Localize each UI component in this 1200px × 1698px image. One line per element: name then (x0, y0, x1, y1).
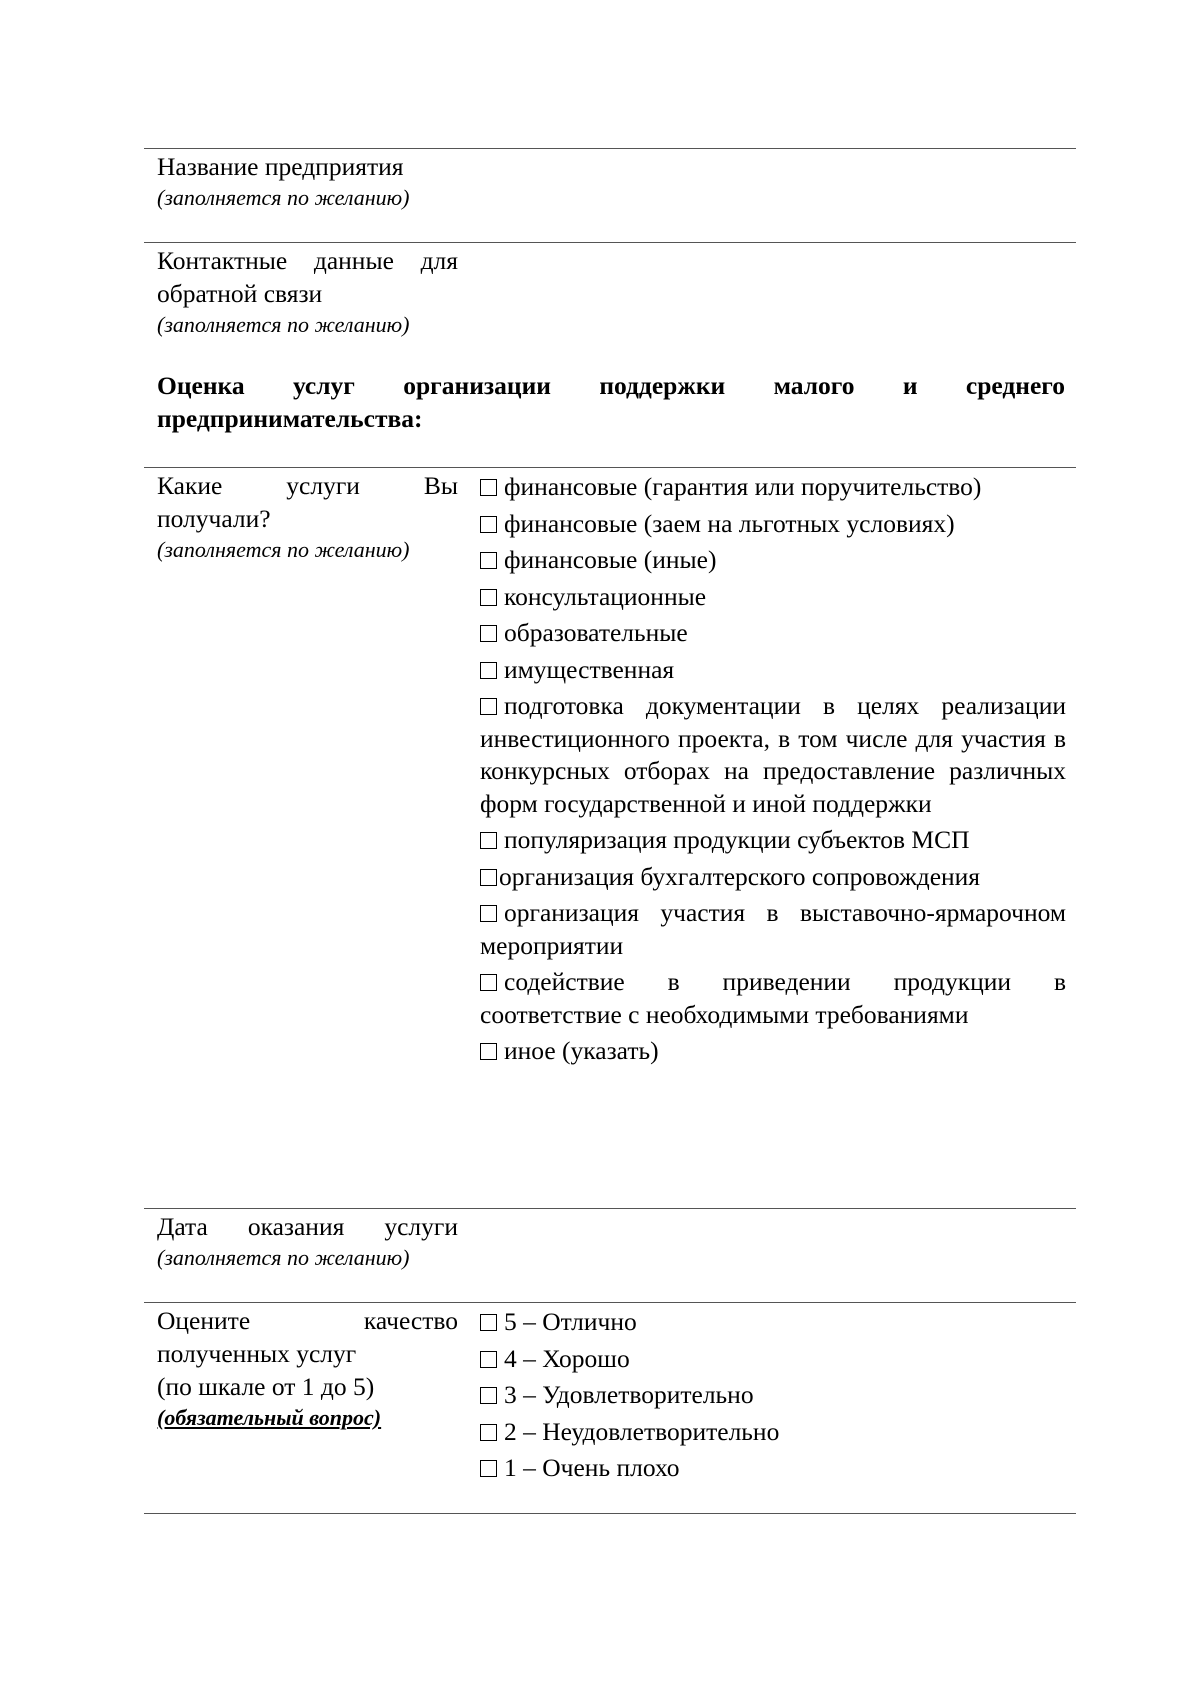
required-note: (обязательный вопрос) (157, 1405, 382, 1430)
section-heading: Оценка услуг организации поддержки малого и среднего предпринимательства: (157, 371, 1065, 433)
service-option[interactable]: популяризация продукции субъектов МСП (480, 824, 1066, 857)
checkbox[interactable] (480, 1314, 497, 1331)
checkbox[interactable] (480, 832, 497, 849)
row-divider (144, 148, 1076, 149)
checkbox[interactable] (480, 625, 497, 642)
service-date-label: Дата оказания услуги (157, 1212, 458, 1241)
rating-field-label (157, 1304, 458, 1433)
checkbox[interactable] (480, 1460, 497, 1477)
rating-option[interactable]: 5 – Отлично (480, 1306, 1066, 1339)
optional-note: (заполняется по желанию) (157, 312, 410, 337)
rating-option[interactable]: 3 – Удовлетворительно (480, 1379, 1066, 1412)
company-name-field-label (157, 150, 458, 213)
service-date-field-label (157, 1210, 458, 1273)
service-option[interactable]: финансовые (заем на льготных условиях) (480, 508, 1066, 541)
row-divider (144, 1513, 1076, 1514)
checkbox[interactable] (480, 974, 497, 991)
checkbox[interactable] (480, 552, 497, 569)
services-options (480, 471, 1066, 1072)
rating-scale: (по шкале от 1 до 5) (157, 1372, 375, 1401)
checkbox[interactable] (480, 516, 497, 533)
checkbox[interactable] (480, 1351, 497, 1368)
services-label: Какие услуги Вы получали? (157, 471, 458, 533)
optional-note: (заполняется по желанию) (157, 537, 410, 562)
row-divider (144, 1302, 1076, 1303)
row-divider (144, 1208, 1076, 1209)
service-option[interactable]: иное (указать) (480, 1035, 1066, 1068)
service-option[interactable]: имущественная (480, 654, 1066, 687)
rating-label: Оцените качество полученных услуг (157, 1306, 458, 1368)
service-option[interactable]: консультационные (480, 581, 1066, 614)
checkbox[interactable] (480, 905, 497, 922)
checkbox[interactable] (480, 662, 497, 679)
company-name-label: Название предприятия (157, 152, 404, 181)
checkbox[interactable] (480, 589, 497, 606)
contacts-label: Контактные данные для обратной связи (157, 246, 458, 308)
service-option[interactable]: образовательные (480, 617, 1066, 650)
checkbox[interactable] (480, 1043, 497, 1060)
row-divider (144, 242, 1076, 243)
service-option[interactable]: организация участия в выставочно-ярмарочном мероприятии (480, 898, 1066, 960)
service-option[interactable]: организация бухгалтерского сопровождения (480, 861, 1066, 894)
contacts-field-label (157, 244, 458, 340)
checkbox[interactable] (480, 698, 497, 715)
service-option[interactable]: финансовые (иные) (480, 544, 1066, 577)
checkbox[interactable] (480, 869, 497, 886)
service-option[interactable]: финансовые (гарантия или поручительство) (480, 471, 1066, 504)
rating-option[interactable]: 4 – Хорошо (480, 1343, 1066, 1376)
checkbox[interactable] (480, 1387, 497, 1404)
rating-option[interactable]: 1 – Очень плохо (480, 1452, 1066, 1485)
row-divider (144, 467, 1076, 468)
rating-option[interactable]: 2 – Неудовлетворительно (480, 1416, 1066, 1449)
service-option[interactable]: подготовка документации в целях реализации инвестиционного проекта, в том числе для участия в конкурсных отборах на предоставление различных форм государственной и иной поддержки (480, 691, 1066, 818)
service-option[interactable]: содействие в приведении продукции в соответствие с необходимыми требованиями (480, 967, 1066, 1029)
checkbox[interactable] (480, 479, 497, 496)
optional-note: (заполняется по желанию) (157, 1245, 410, 1270)
optional-note: (заполняется по желанию) (157, 185, 410, 210)
checkbox[interactable] (480, 1424, 497, 1441)
rating-options (480, 1306, 1066, 1489)
services-field-label (157, 469, 458, 565)
